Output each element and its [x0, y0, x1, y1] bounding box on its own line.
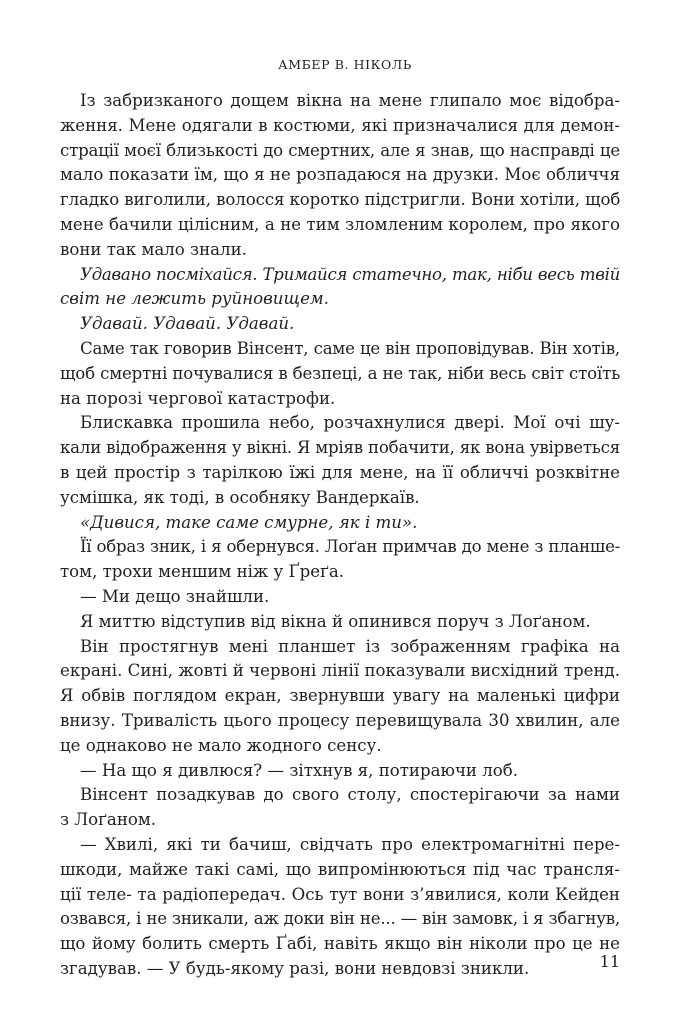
text-line: згадував. — У будь-якому разі, вони невдовзі зникли.	[60, 958, 530, 978]
paragraph	[60, 759, 620, 784]
paragraph	[60, 337, 620, 411]
running-header: АМБЕР В. НІКОЛЬ	[278, 57, 412, 72]
text-line: що йому болить смерть Ґабі, навіть якщо він ніколи про це не	[60, 934, 620, 954]
text-line: Удавай. Удавай. Удавай.	[80, 314, 295, 334]
italic-paragraph	[60, 312, 620, 337]
paragraph	[60, 783, 620, 833]
text-line: ції теле- та радіопередач. Ось тут вони з’явилися, коли Кейден	[60, 884, 620, 904]
text-line: Я миттю відступив від вікна й опинився поруч з Лоґаном.	[80, 611, 591, 631]
text-line: світ не лежить руйновищем.	[60, 289, 329, 309]
text-line: озвався, і не зникали, аж доки він не... — він замовк, і я збагнув,	[60, 909, 620, 929]
text-line: в цей простір з тарілкою їжі для мене, на її обличчі розквітне	[60, 462, 620, 482]
text-line: Блискавка прошила небо, розчахнулися двері. Мої очі шу-	[80, 413, 620, 433]
text-line: страції моєї близькості до смертних, але я знав, що насправді це	[60, 140, 620, 160]
text-line: кали відображення у вікні. Я мріяв побачити, як вона увірветься	[60, 438, 621, 458]
text-line: — На що я дивлюся? — зітхнув я, потираючи лоб.	[80, 760, 519, 780]
text-line: Вінсент позадкував до свого столу, спостерігаючи за нами	[80, 785, 620, 805]
paragraph	[60, 585, 620, 610]
italic-paragraph	[60, 511, 620, 536]
text-line: Саме так говорив Вінсент, саме це він проповідував. Він хотів,	[80, 338, 620, 358]
text-line: гладко виголили, волосся коротко підстригли. Вони хотіли, щоб	[60, 190, 621, 210]
text-line: мене бачили цілісним, а не тим зломленим королем, про якого	[60, 214, 620, 234]
text-line: «Дивися, таке саме смурне, як і ти».	[80, 512, 418, 532]
paragraph	[60, 411, 620, 510]
text-line: з Лоґаном.	[60, 810, 157, 830]
text-line: мало показати їм, що я не розпадаюся на друзки. Моє обличчя	[60, 165, 620, 185]
text-line: Її образ зник, і я обернувся. Лоґан примчав до мене з планше-	[80, 537, 620, 557]
text-line: це однаково не мало жодного сенсу.	[60, 735, 382, 755]
text-line: — Хвилі, які ти бачиш, свідчать про електромагнітні пере-	[80, 834, 620, 854]
text-line: ження. Мене одягали в костюми, які призначалися для демон-	[60, 115, 620, 135]
text-line: вони так мало знали.	[60, 239, 247, 259]
text-line: екрані. Сині, жовті й червоні лінії показували висхідний тренд.	[60, 661, 620, 681]
paragraph	[60, 635, 620, 759]
text-line: усмішка, як тоді, в особняку Вандеркаїв.	[60, 487, 420, 507]
text-line: Він простягнув мені планшет із зображенням графіка на	[80, 636, 620, 656]
text-line: шкоди, майже такі самі, що випромінюються під час трансля-	[60, 859, 620, 879]
paragraph	[60, 833, 620, 982]
text-line: внизу. Тривалість цього процесу перевищувала 30 хвилин, але	[60, 710, 620, 730]
text-line: Із забризканого дощем вікна на мене глипало моє відобра-	[80, 91, 620, 110]
paragraph	[60, 610, 620, 635]
text-line: Удавано посміхайся. Тримайся статечно, так, ніби весь твій	[80, 264, 620, 284]
text-line: на порозі чергової катастрофи.	[60, 388, 336, 408]
paragraph	[60, 535, 620, 585]
text-line: щоб смертні почувалися в безпеці, а не так, ніби весь світ стоїть	[60, 363, 621, 383]
page-number: 11	[599, 952, 620, 971]
body-text	[60, 89, 620, 982]
text-line: Я обвів поглядом екран, звернувши увагу на маленькі цифри	[60, 686, 620, 706]
text-line: том, трохи меншим ніж у Ґреґа.	[60, 562, 345, 582]
italic-paragraph	[60, 263, 620, 313]
text-line: — Ми дещо знайшли.	[80, 586, 270, 606]
paragraph	[60, 89, 620, 263]
